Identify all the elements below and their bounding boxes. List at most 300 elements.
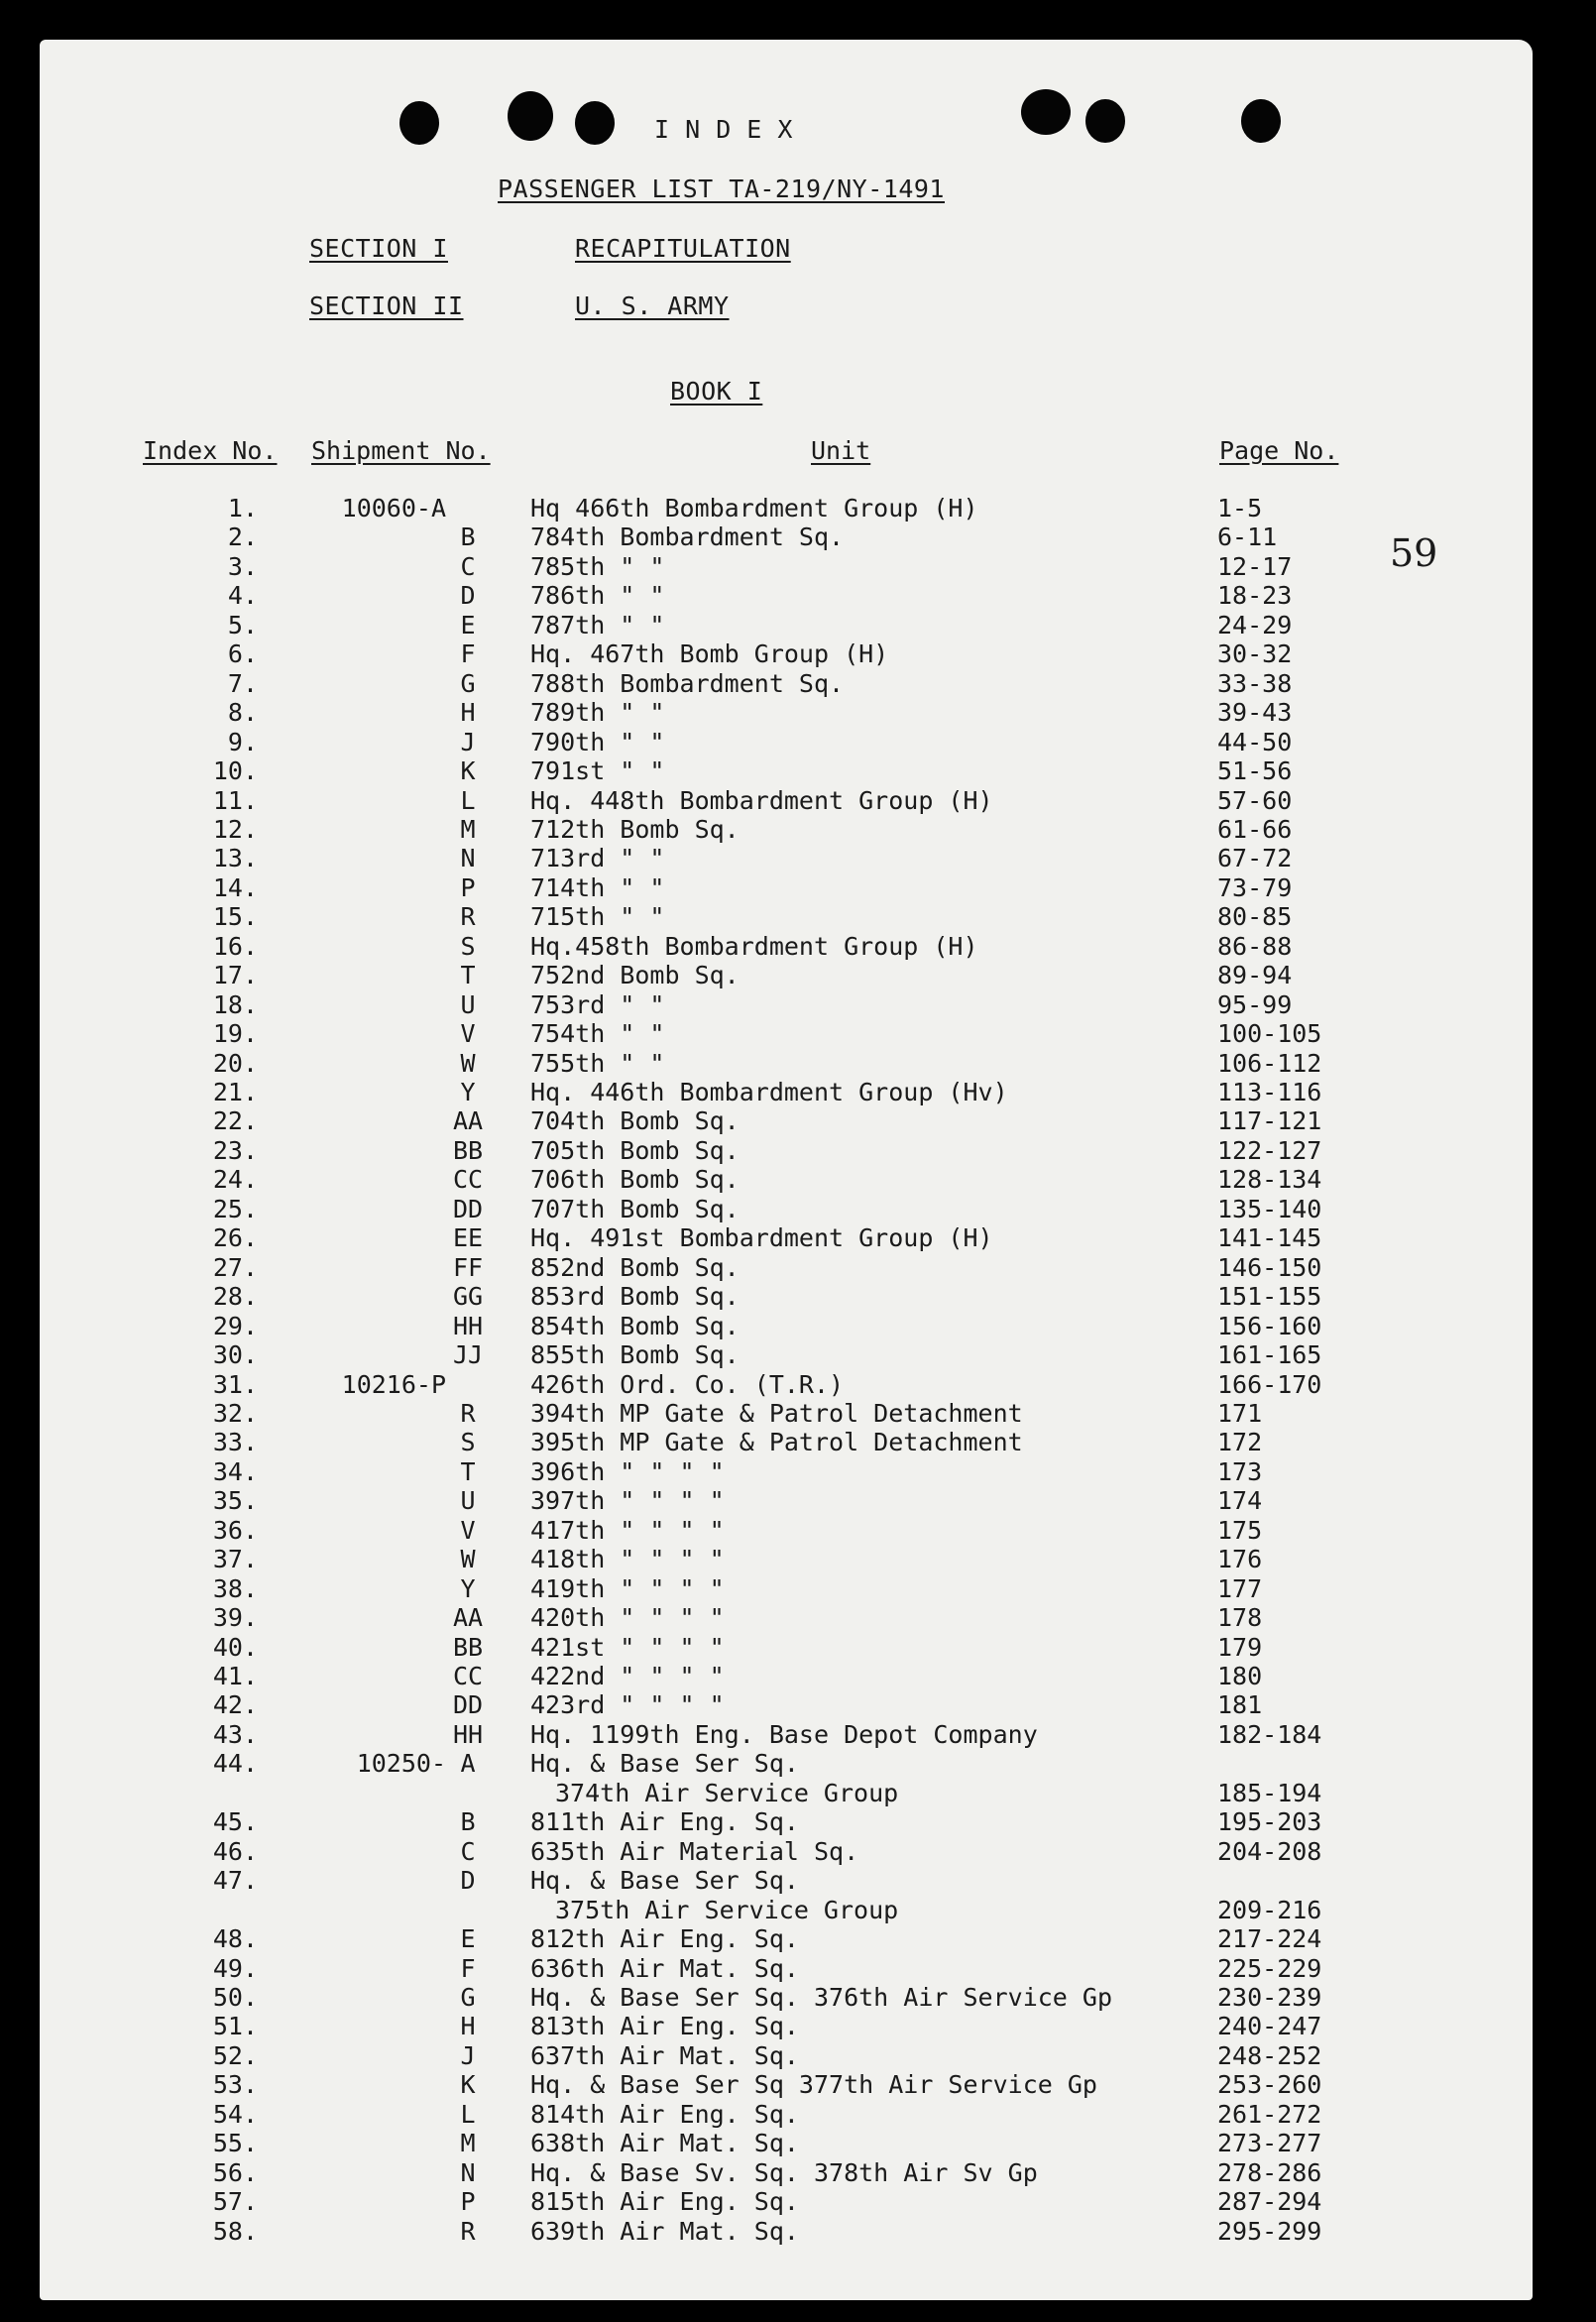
unit-name: 394th MP Gate & Patrol Detachment: [530, 1398, 1023, 1428]
page-range: 178: [1217, 1603, 1263, 1633]
table-row: [40, 815, 1533, 844]
unit-name: 396th " " " ": [530, 1456, 725, 1486]
index-number: 50.: [212, 1982, 258, 2012]
unit-name: Hq. 491st Bombardment Group (H): [530, 1223, 993, 1253]
unit-name: 421st " " " ": [530, 1632, 725, 1662]
column-header-index: Index No.: [143, 436, 278, 465]
table-row: [40, 2012, 1533, 2040]
table-row: [40, 1983, 1533, 2012]
unit-name: 639th Air Mat. Sq.: [530, 2216, 799, 2246]
index-number: 32.: [212, 1398, 258, 1428]
table-row: [40, 1924, 1533, 1953]
page-range: 24-29: [1217, 610, 1293, 639]
table-row: [40, 1896, 1533, 1924]
unit-name: 715th " ": [530, 902, 665, 932]
index-number: 4.: [227, 581, 258, 611]
page-range: 80-85: [1217, 902, 1293, 932]
index-number: 29.: [212, 1311, 258, 1340]
unit-name: 813th Air Eng. Sq.: [530, 2012, 799, 2041]
table-row: [40, 1340, 1533, 1369]
unit-name: 417th " " " ": [530, 1515, 725, 1545]
unit-name: 791st " ": [530, 756, 665, 786]
shipment-letter: M: [460, 814, 476, 844]
table-row: [40, 1720, 1533, 1749]
index-number: 31.: [212, 1369, 258, 1399]
table-row: [40, 1837, 1533, 1866]
shipment-letter: R: [460, 2216, 476, 2246]
unit-name: 853rd Bomb Sq.: [530, 1282, 740, 1312]
unit-name: 374th Air Service Group: [555, 1778, 899, 1807]
table-row: [40, 1253, 1533, 1282]
page-range: 12-17: [1217, 551, 1293, 581]
index-number: 51.: [212, 2012, 258, 2041]
index-number: 30.: [212, 1340, 258, 1370]
shipment-letter: G: [460, 1982, 476, 2012]
unit-name: 420th " " " ": [530, 1603, 725, 1633]
index-number: 18.: [212, 989, 258, 1019]
table-row: [40, 581, 1533, 610]
shipment-letter: D: [460, 1866, 476, 1896]
index-number: 8.: [227, 698, 258, 728]
page-range: 181: [1217, 1690, 1263, 1720]
unit-name: 419th " " " ": [530, 1573, 725, 1603]
shipment-letter: B: [460, 522, 476, 552]
table-row: [40, 1603, 1533, 1632]
unit-name: 418th " " " ": [530, 1545, 725, 1574]
shipment-letter: DD: [452, 1690, 484, 1720]
table-row: [40, 2100, 1533, 2129]
page-range: 51-56: [1217, 756, 1293, 786]
index-number: 58.: [212, 2216, 258, 2246]
shipment-letter: W: [460, 1048, 476, 1078]
index-number: 26.: [212, 1223, 258, 1253]
shipment-letter: J: [460, 727, 476, 756]
shipment-number: 10060-A: [341, 494, 446, 522]
index-number: 16.: [212, 931, 258, 961]
page-range: 180: [1217, 1662, 1263, 1690]
shipment-letter: DD: [452, 1194, 484, 1223]
unit-name: 635th Air Material Sq.: [530, 1836, 859, 1866]
table-row: [40, 1866, 1533, 1895]
column-header-shipment: Shipment No.: [311, 436, 491, 465]
index-number: 12.: [212, 814, 258, 844]
page-range: 135-140: [1217, 1194, 1322, 1223]
unit-name: 636th Air Mat. Sq.: [530, 1953, 799, 1983]
shipment-letter: BB: [452, 1632, 484, 1662]
unit-name: Hq. & Base Ser Sq 377th Air Service Gp: [530, 2070, 1097, 2100]
unit-name: Hq. & Base Ser Sq.: [530, 1749, 799, 1779]
index-number: 45.: [212, 1807, 258, 1837]
punch-hole: [1241, 99, 1281, 143]
unit-name: Hq 466th Bombardment Group (H): [530, 494, 978, 522]
shipment-letter: CC: [452, 1165, 484, 1195]
index-number: 10.: [212, 756, 258, 786]
page-range: 67-72: [1217, 844, 1293, 873]
page-range: 33-38: [1217, 668, 1293, 698]
shipment-letter: AA: [452, 1106, 484, 1136]
index-number: 42.: [212, 1690, 258, 1720]
table-row: [40, 2070, 1533, 2099]
page-range: 173: [1217, 1456, 1263, 1486]
unit-name: 423rd " " " ": [530, 1690, 725, 1720]
index-number: 3.: [227, 551, 258, 581]
shipment-letter: C: [460, 551, 476, 581]
unit-name: 426th Ord. Co. (T.R.): [530, 1369, 845, 1399]
page-range: 185-194: [1217, 1778, 1322, 1807]
page-range: 182-184: [1217, 1719, 1322, 1749]
index-number: 2.: [227, 522, 258, 552]
table-row: [40, 902, 1533, 931]
table-row: [40, 1195, 1533, 1223]
unit-name: 815th Air Eng. Sq.: [530, 2187, 799, 2217]
unit-name: 854th Bomb Sq.: [530, 1311, 740, 1340]
punch-hole: [508, 91, 553, 141]
table-row: [40, 1690, 1533, 1719]
column-header-unit: Unit: [811, 436, 871, 465]
index-number: 5.: [227, 610, 258, 639]
page-range: 61-66: [1217, 814, 1293, 844]
table-row: [40, 669, 1533, 698]
shipment-letter: E: [460, 610, 476, 639]
page-range: 209-216: [1217, 1895, 1322, 1924]
shipment-letter: T: [460, 961, 476, 990]
unit-name: 638th Air Mat. Sq.: [530, 2129, 799, 2158]
page-range: 113-116: [1217, 1078, 1322, 1106]
index-number: 22.: [212, 1106, 258, 1136]
unit-name: 712th Bomb Sq.: [530, 814, 740, 844]
unit-name: 705th Bomb Sq.: [530, 1135, 740, 1165]
table-row: [40, 1516, 1533, 1545]
page-range: 179: [1217, 1632, 1263, 1662]
table-row: [40, 844, 1533, 872]
index-number: 49.: [212, 1953, 258, 1983]
index-number: 48.: [212, 1924, 258, 1954]
table-row: [40, 1574, 1533, 1603]
index-number: 37.: [212, 1545, 258, 1574]
page-range: 287-294: [1217, 2187, 1322, 2217]
table-row: [40, 990, 1533, 1019]
shipment-letter: C: [460, 1836, 476, 1866]
unit-name: 714th " ": [530, 872, 665, 902]
index-number: 39.: [212, 1603, 258, 1633]
table-row: [40, 786, 1533, 815]
shipment-letter: B: [460, 1807, 476, 1837]
document-page: [40, 40, 1533, 2300]
unit-name: 752nd Bomb Sq.: [530, 961, 740, 990]
page-range: 175: [1217, 1515, 1263, 1545]
page-range: 6-11: [1217, 522, 1278, 552]
shipment-letter: S: [460, 931, 476, 961]
page-range: 122-127: [1217, 1135, 1322, 1165]
shipment-letter: W: [460, 1545, 476, 1574]
unit-name: Hq. 467th Bomb Group (H): [530, 639, 889, 669]
unit-name: 852nd Bomb Sq.: [530, 1252, 740, 1282]
shipment-letter: Y: [460, 1078, 476, 1106]
page-range: 39-43: [1217, 698, 1293, 728]
page-range: 86-88: [1217, 931, 1293, 961]
table-row: [40, 1779, 1533, 1807]
passenger-list-title: PASSENGER LIST TA-219/NY-1491: [498, 174, 945, 203]
table-row: [40, 1954, 1533, 1983]
table-row: [40, 1486, 1533, 1515]
unit-name: 397th " " " ": [530, 1486, 725, 1516]
index-number: 43.: [212, 1719, 258, 1749]
index-number: 25.: [212, 1194, 258, 1223]
table-row: [40, 932, 1533, 961]
table-row: [40, 611, 1533, 639]
table-row: [40, 873, 1533, 902]
unit-name: 785th " ": [530, 551, 665, 581]
page-range: 18-23: [1217, 581, 1293, 611]
shipment-letter: K: [460, 2070, 476, 2100]
unit-name: 422nd " " " ": [530, 1662, 725, 1690]
index-number: 57.: [212, 2187, 258, 2217]
shipment-letter: F: [460, 639, 476, 669]
index-number: 11.: [212, 785, 258, 815]
unit-name: 784th Bombardment Sq.: [530, 522, 845, 552]
table-row: [40, 1749, 1533, 1778]
index-number: 38.: [212, 1573, 258, 1603]
table-row: [40, 1633, 1533, 1662]
unit-name: 814th Air Eng. Sq.: [530, 2099, 799, 2129]
unit-name: 812th Air Eng. Sq.: [530, 1924, 799, 1954]
index-number: 24.: [212, 1165, 258, 1195]
table-row: [40, 2187, 1533, 2216]
page-range: 106-112: [1217, 1048, 1322, 1078]
shipment-letter: R: [460, 902, 476, 932]
column-header-page: Page No.: [1219, 436, 1339, 465]
unit-name: 637th Air Mat. Sq.: [530, 2040, 799, 2070]
shipment-letter: M: [460, 2129, 476, 2158]
page-range: 230-239: [1217, 1982, 1322, 2012]
unit-name: 704th Bomb Sq.: [530, 1106, 740, 1136]
index-number: 56.: [212, 2157, 258, 2187]
unit-name: 753rd " ": [530, 989, 665, 1019]
margin-page-number: 59: [1390, 531, 1438, 575]
unit-name: 375th Air Service Group: [555, 1895, 899, 1924]
page-range: 89-94: [1217, 961, 1293, 990]
shipment-letter: FF: [452, 1252, 484, 1282]
page-range: 177: [1217, 1573, 1263, 1603]
index-number: 27.: [212, 1252, 258, 1282]
shipment-letter: CC: [452, 1662, 484, 1690]
table-row: [40, 1662, 1533, 1690]
shipment-letter: V: [460, 1515, 476, 1545]
table-row: [40, 1223, 1533, 1252]
page-range: 141-145: [1217, 1223, 1322, 1253]
page-range: 253-260: [1217, 2070, 1322, 2100]
page-range: 240-247: [1217, 2012, 1322, 2041]
table-row: [40, 1399, 1533, 1428]
table-row: [40, 522, 1533, 551]
index-number: 40.: [212, 1632, 258, 1662]
table-row: [40, 1136, 1533, 1165]
page-range: 248-252: [1217, 2040, 1322, 2070]
section-2-label: SECTION II: [309, 291, 464, 320]
page-range: 171: [1217, 1398, 1263, 1428]
shipment-letter: U: [460, 989, 476, 1019]
unit-name: Hq. & Base Ser Sq. 376th Air Service Gp: [530, 1982, 1112, 2012]
table-row: [40, 1282, 1533, 1311]
page-range: 100-105: [1217, 1019, 1322, 1049]
page-range: 161-165: [1217, 1340, 1322, 1370]
index-number: 53.: [212, 2070, 258, 2100]
table-row: [40, 1807, 1533, 1836]
table-row: [40, 2158, 1533, 2187]
shipment-letter: A: [460, 1749, 476, 1779]
unit-name: 787th " ": [530, 610, 665, 639]
section-1-label: SECTION I: [309, 234, 448, 263]
shipment-letter: T: [460, 1456, 476, 1486]
shipment-letter: JJ: [452, 1340, 484, 1370]
page-range: 217-224: [1217, 1924, 1322, 1954]
page-range: 204-208: [1217, 1836, 1322, 1866]
page-range: 57-60: [1217, 785, 1293, 815]
shipment-letter: N: [460, 844, 476, 873]
index-number: 44.: [212, 1749, 258, 1779]
page-range: 195-203: [1217, 1807, 1322, 1837]
shipment-number: 10216-P: [341, 1369, 446, 1399]
shipment-letter: H: [460, 2012, 476, 2041]
index-number: 35.: [212, 1486, 258, 1516]
unit-name: 706th Bomb Sq.: [530, 1165, 740, 1195]
table-row: [40, 552, 1533, 581]
page-range: 95-99: [1217, 989, 1293, 1019]
index-number: 7.: [227, 668, 258, 698]
punch-hole: [399, 101, 439, 145]
shipment-letter: HH: [452, 1719, 484, 1749]
table-row: [40, 1370, 1533, 1399]
unit-name: Hq. & Base Ser Sq.: [530, 1866, 799, 1896]
table-row: [40, 1019, 1533, 1048]
shipment-letter: H: [460, 698, 476, 728]
shipment-letter: S: [460, 1428, 476, 1457]
shipment-letter: BB: [452, 1135, 484, 1165]
page-range: 225-229: [1217, 1953, 1322, 1983]
page-range: 151-155: [1217, 1282, 1322, 1312]
shipment-number: 10250-: [356, 1749, 446, 1779]
page-range: 295-299: [1217, 2216, 1322, 2246]
table-row: [40, 1457, 1533, 1486]
unit-name: 754th " ": [530, 1019, 665, 1049]
index-number: 19.: [212, 1019, 258, 1049]
page-range: 1-5: [1217, 494, 1263, 522]
index-number: 54.: [212, 2099, 258, 2129]
unit-name: 811th Air Eng. Sq.: [530, 1807, 799, 1837]
shipment-letter: G: [460, 668, 476, 698]
shipment-letter: U: [460, 1486, 476, 1516]
unit-name: 786th " ": [530, 581, 665, 611]
index-number: 55.: [212, 2129, 258, 2158]
shipment-letter: D: [460, 581, 476, 611]
table-row: [40, 961, 1533, 989]
book-label: BOOK I: [670, 377, 763, 406]
table-row: [40, 2129, 1533, 2157]
page-range: 156-160: [1217, 1311, 1322, 1340]
unit-name: Hq. 1199th Eng. Base Depot Company: [530, 1719, 1038, 1749]
page-range: 30-32: [1217, 639, 1293, 669]
punch-hole: [575, 101, 615, 145]
table-row: [40, 1428, 1533, 1456]
unit-name: 707th Bomb Sq.: [530, 1194, 740, 1223]
shipment-letter: K: [460, 756, 476, 786]
index-number: 6.: [227, 639, 258, 669]
table-row: [40, 2041, 1533, 2070]
index-number: 52.: [212, 2040, 258, 2070]
page-range: 44-50: [1217, 727, 1293, 756]
shipment-letter: E: [460, 1924, 476, 1954]
index-number: 13.: [212, 844, 258, 873]
shipment-letter: P: [460, 872, 476, 902]
shipment-letter: L: [460, 785, 476, 815]
index-number: 21.: [212, 1078, 258, 1106]
shipment-letter: Y: [460, 1573, 476, 1603]
shipment-letter: R: [460, 1398, 476, 1428]
table-row: [40, 698, 1533, 727]
index-number: 1.: [227, 494, 258, 522]
punch-hole: [1021, 89, 1071, 135]
unit-name: 788th Bombardment Sq.: [530, 668, 845, 698]
index-number: 20.: [212, 1048, 258, 1078]
index-number: 47.: [212, 1866, 258, 1896]
index-title: I N D E X: [654, 115, 793, 144]
index-number: 14.: [212, 872, 258, 902]
unit-name: 855th Bomb Sq.: [530, 1340, 740, 1370]
index-number: 41.: [212, 1662, 258, 1690]
table-row: [40, 1078, 1533, 1106]
table-row: [40, 494, 1533, 522]
unit-name: 789th " ": [530, 698, 665, 728]
table-row: [40, 1049, 1533, 1078]
page-range: 261-272: [1217, 2099, 1322, 2129]
page-range: 166-170: [1217, 1369, 1322, 1399]
section-2-value: U. S. ARMY: [575, 291, 730, 320]
table-row: [40, 756, 1533, 785]
table-row: [40, 1165, 1533, 1194]
unit-name: 713rd " ": [530, 844, 665, 873]
shipment-letter: J: [460, 2040, 476, 2070]
unit-name: 395th MP Gate & Patrol Detachment: [530, 1428, 1023, 1457]
shipment-letter: N: [460, 2157, 476, 2187]
unit-name: Hq. 448th Bombardment Group (H): [530, 785, 993, 815]
shipment-letter: AA: [452, 1603, 484, 1633]
unit-name: Hq. & Base Sv. Sq. 378th Air Sv Gp: [530, 2157, 1038, 2187]
section-1-value: RECAPITULATION: [575, 234, 791, 263]
unit-name: Hq. 446th Bombardment Group (Hv): [530, 1078, 1008, 1106]
index-number: 34.: [212, 1456, 258, 1486]
page-range: 128-134: [1217, 1165, 1322, 1195]
page-range: 172: [1217, 1428, 1263, 1457]
index-number: 9.: [227, 727, 258, 756]
unit-name: 790th " ": [530, 727, 665, 756]
table-row: [40, 1545, 1533, 1573]
shipment-letter: P: [460, 2187, 476, 2217]
page-range: 117-121: [1217, 1106, 1322, 1136]
table-row: [40, 2217, 1533, 2246]
unit-name: Hq.458th Bombardment Group (H): [530, 931, 978, 961]
shipment-letter: V: [460, 1019, 476, 1049]
shipment-letter: F: [460, 1953, 476, 1983]
index-number: 15.: [212, 902, 258, 932]
shipment-letter: HH: [452, 1311, 484, 1340]
page-range: 278-286: [1217, 2157, 1322, 2187]
index-number: 23.: [212, 1135, 258, 1165]
shipment-letter: L: [460, 2099, 476, 2129]
punch-hole: [1085, 99, 1125, 143]
index-number: 17.: [212, 961, 258, 990]
index-number: 36.: [212, 1515, 258, 1545]
unit-name: 755th " ": [530, 1048, 665, 1078]
